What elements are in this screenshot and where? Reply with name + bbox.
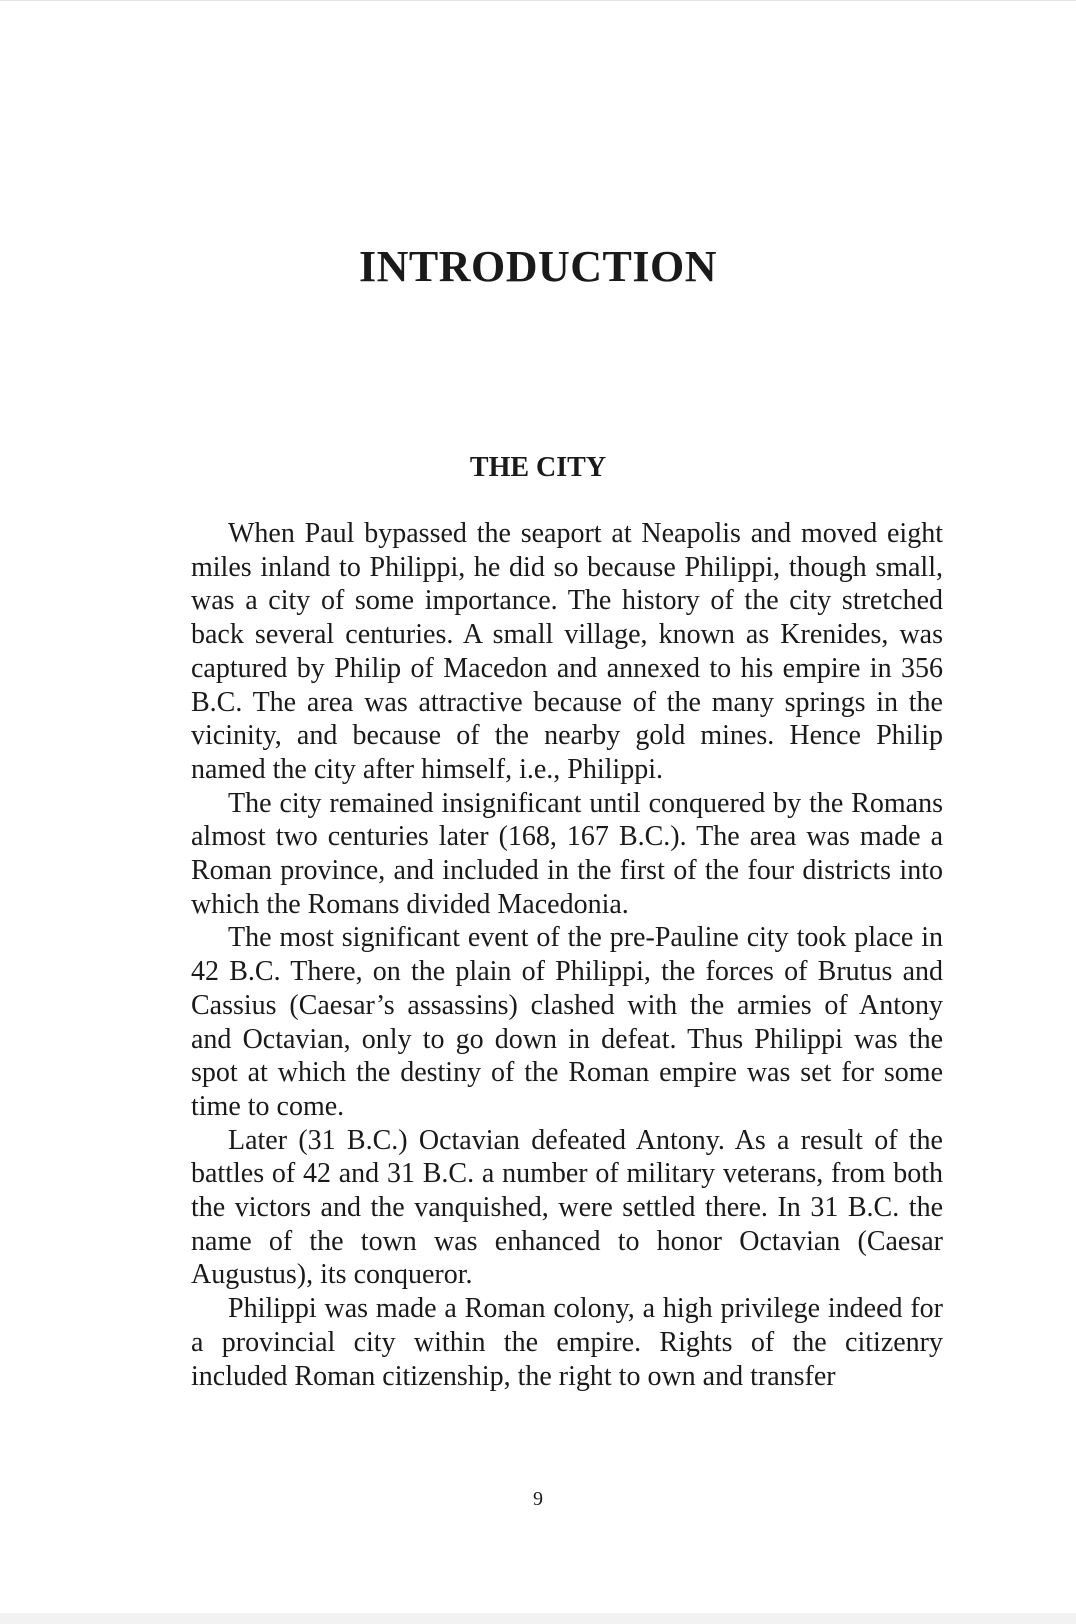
paragraph: The most significant event of the pre-Pauline city took place in 42 B.C. There, on the plain of Philippi, the forces of Brutus and Cassius (Caesar’s assassins) clashed with the armies of Antony and Octavian, only to go down in defeat. Thus Philippi was the spot at which the destiny of the Roman empire was set for some time to come. — [191, 922, 943, 1122]
page-number: 9 — [533, 1488, 543, 1510]
body-text — [191, 517, 943, 1393]
paragraph: Later (31 B.C.) Octavian defeated Antony. As a result of the battles of 42 and 31 B.C. a number of military veterans, from both the victors and the vanquished, were settled there. In 31 B.C. the name of the town was enhanced to honor Octavian (Caesar Augustus), its conqueror. — [191, 1124, 943, 1291]
paragraph: When Paul bypassed the seaport at Neapolis and moved eight miles inland to Philippi, he did so because Philippi, though small, was a city of some importance. The history of the city stretched back several centuries. A small village, known as Krenides, was captured by Philip of Macedon and annexed to his empire in 356 B.C. The area was attractive because of the many springs in the vicinity, and because of the nearby gold mines. Hence Philip named the city after himself, i.e., Philippi. — [191, 518, 943, 785]
paragraph: Philippi was made a Roman colony, a high privilege indeed for a provincial city within the empire. Rights of the citizenry included Roman citizenship, the right to own and transfer — [191, 1293, 943, 1392]
section-title: THE CITY — [469, 452, 607, 483]
paragraph: The city remained insignificant until conquered by the Romans almost two centuries later (168, 167 B.C.). The area was made a Roman province, and included in the first of the four districts into which the Romans divided Macedonia. — [191, 787, 943, 920]
chapter-title: INTRODUCTION — [358, 242, 718, 291]
